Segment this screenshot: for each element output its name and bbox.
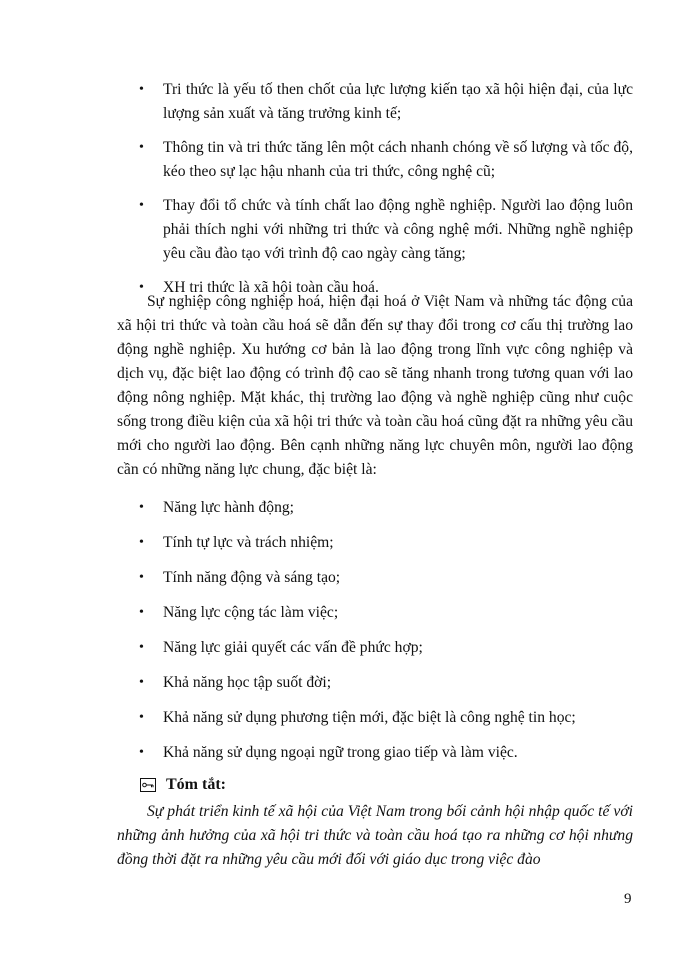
list-item-text: Năng lực hành động; [163,499,295,516]
list-item [117,706,633,730]
list-item [117,194,633,266]
list-item-text: Khả năng sử dụng ngoại ngữ trong giao tiếp và làm việc. [163,744,518,761]
list-item [117,78,633,126]
bullet-icon: • [139,570,144,585]
list-item-text: Tính tự lực và trách nhiệm; [163,534,334,551]
list-item-text: Năng lực cộng tác làm việc; [163,604,339,621]
bullet-icon: • [139,710,144,725]
list-item [117,636,633,660]
bullet-icon: • [139,640,144,655]
bullet-icon: • [139,745,144,760]
bullet-icon: • [139,82,144,97]
page-number: 9 [624,891,632,907]
bullet-icon: • [139,500,144,515]
list-item-text: Khả năng sử dụng phương tiện mới, đặc biệt là công nghệ tin học; [163,709,576,726]
skills-bullet-list [117,496,633,776]
list-item-text: XH tri thức là xã hội toàn cầu hoá. [163,279,379,296]
list-item-text: Tri thức là yếu tố then chốt của lực lượng kiến tạo xã hội hiện đại, của lực lượng sản xuất và tăng trưởng kinh tế; [163,81,633,122]
list-item-text: Năng lực giải quyết các vấn đề phức hợp; [163,639,423,656]
list-item-text: Khả năng học tập suốt đời; [163,674,332,691]
body-paragraph: Sự nghiệp công nghiệp hoá, hiện đại hoá ở Việt Nam và những tác động của xã hội tri thức và toàn cầu hoá sẽ dẫn đến sự thay đổi trong cơ cấu thị trường lao động nghề nghiệp. Xu hướng cơ bản là lao động trong lĩnh vực công nghiệp và dịch vụ, đặc biệt lao động có trình độ cao sẽ tăng nhanh trong tương quan với lao động nông nghiệp. Mặt khác, thị trường lao động và nghề nghiệp cũng như cuộc sống trong điều kiện của xã hội tri thức và toàn cầu hoá cũng đặt ra những yêu cầu mới cho người lao động. Bên cạnh những năng lực chuyên môn, người lao động cần có những năng lực chung, đặc biệt là: [117,293,633,478]
list-item [117,601,633,625]
list-item [117,496,633,520]
bullet-icon: • [139,140,144,155]
list-item [117,566,633,590]
bullet-icon: • [139,675,144,690]
list-item [117,136,633,184]
summary-paragraph: Sự phát triển kinh tế xã hội của Việt Nam trong bối cảnh hội nhập quốc tế với những ảnh hưởng của xã hội tri thức và toàn cầu hoá tạo ra những cơ hội nhưng đồng thời đặt ra những yêu cầu mới đối với giáo dục trong việc đào [117,803,633,868]
list-item-text: Thông tin và tri thức tăng lên một cách nhanh chóng về số lượng và tốc độ, kéo theo sự lạc hậu nhanh của tri thức, công nghệ cũ; [163,139,633,180]
list-item [117,671,633,695]
bullet-icon: • [139,605,144,620]
summary-heading-text: Tóm tắt: [166,776,226,793]
list-item [117,741,633,765]
bullet-icon: • [139,198,144,213]
bullet-icon: • [139,280,144,295]
list-item [117,531,633,555]
summary-heading [140,776,226,794]
bullet-icon: • [139,535,144,550]
list-item-text: Tính năng động và sáng tạo; [163,569,341,586]
top-bullet-list [117,78,633,310]
key-icon [140,778,156,792]
list-item-text: Thay đổi tổ chức và tính chất lao động nghề nghiệp. Người lao động luôn phải thích nghi với những tri thức và công nghệ mới. Những nghề nghiệp yêu cầu đào tạo với trình độ cao ngày càng tăng; [163,197,633,262]
